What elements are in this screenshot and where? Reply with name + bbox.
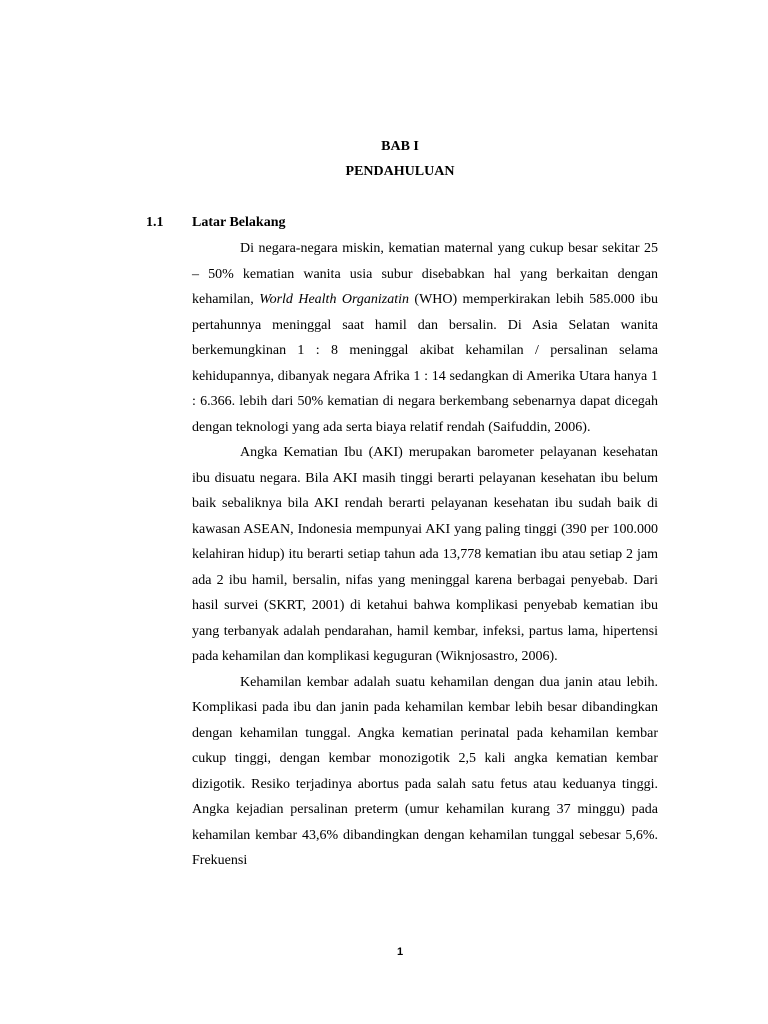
paragraph-1-italic: World Health Organizatin [259,292,409,307]
chapter-title: PENDAHULUAN [345,164,455,179]
paragraph-1-text-a: Di negara-negara miskin, kematian maternal yang cukup besar sekitar 25 – 50% kematian wanita usia subur disebabkan hal yang berkaitan dengan kehamilan, [192,241,658,307]
paragraph-2: Angka Kematian Ibu (AKI) merupakan barometer pelayanan kesehatan ibu disuatu negara. Bila AKI masih tinggi berarti pelayanan kesehatan ibu belum baik sebaliknya bila AKI rendah berarti pelayanan kesehatan ibu sudah baik di kawasan ASEAN, Indonesia mempunyai AKI yang paling tinggi (390 per 100.000 kelahiran hidup) itu berarti setiap tahun ada 13,778 kematian ibu atau setiap 2 jam ada 2 ibu hamil, bersalin, nifas yang meninggal karena berbagai penyebab. Dari hasil survei (SKRT, 2001) di ketahui bahwa komplikasi penyebab kematian ibu yang terbanyak adalah pendarahan, hamil kembar, infeksi, partus lama, hipertensi pada kehamilan dan komplikasi keguguran (Wiknjosastro, 2006). [192,445,658,664]
section-title: Latar Belakang [192,215,286,230]
chapter-number: BAB I [381,139,419,154]
paragraph-1 [192,236,658,440]
body-text [192,236,658,874]
page-number: 1 [396,946,404,958]
section-number: 1.1 [146,215,164,230]
paragraph-3: Kehamilan kembar adalah suatu kehamilan dengan dua janin atau lebih. Komplikasi pada ibu dan janin pada kehamilan kembar lebih besar dibandingkan dengan kehamilan tunggal. Angka kematian perinatal pada kehamilan kembar cukup tinggi, dengan kembar monozigotik 2,5 kali angka kematian kembar dizigotik. Resiko terjadinya abortus pada salah satu fetus atau keduanya tinggi. Angka kejadian persalinan preterm (umur kehamilan kurang 37 minggu) pada kehamilan kembar 43,6% dibandingkan dengan kehamilan tunggal sebesar 5,6%. Frekuensi [192,674,658,868]
paragraph-1-text-b: (WHO) memperkirakan lebih 585.000 ibu pertahunnya meninggal saat hamil dan bersalin. Di Asia Selatan wanita berkemungkinan 1 : 8 meninggal akibat kehamilan / persalinan selama kehidupannya, dibanyak negara Afrika 1 : 14 sedangkan di Amerika Utara hanya 1 : 6.366. lebih dari 50% kematian di negara berkembang sebenarnya dapat dicegah dengan teknologi yang ada serta biaya relatif rendah (Saifuddin, 2006). [192,292,658,435]
